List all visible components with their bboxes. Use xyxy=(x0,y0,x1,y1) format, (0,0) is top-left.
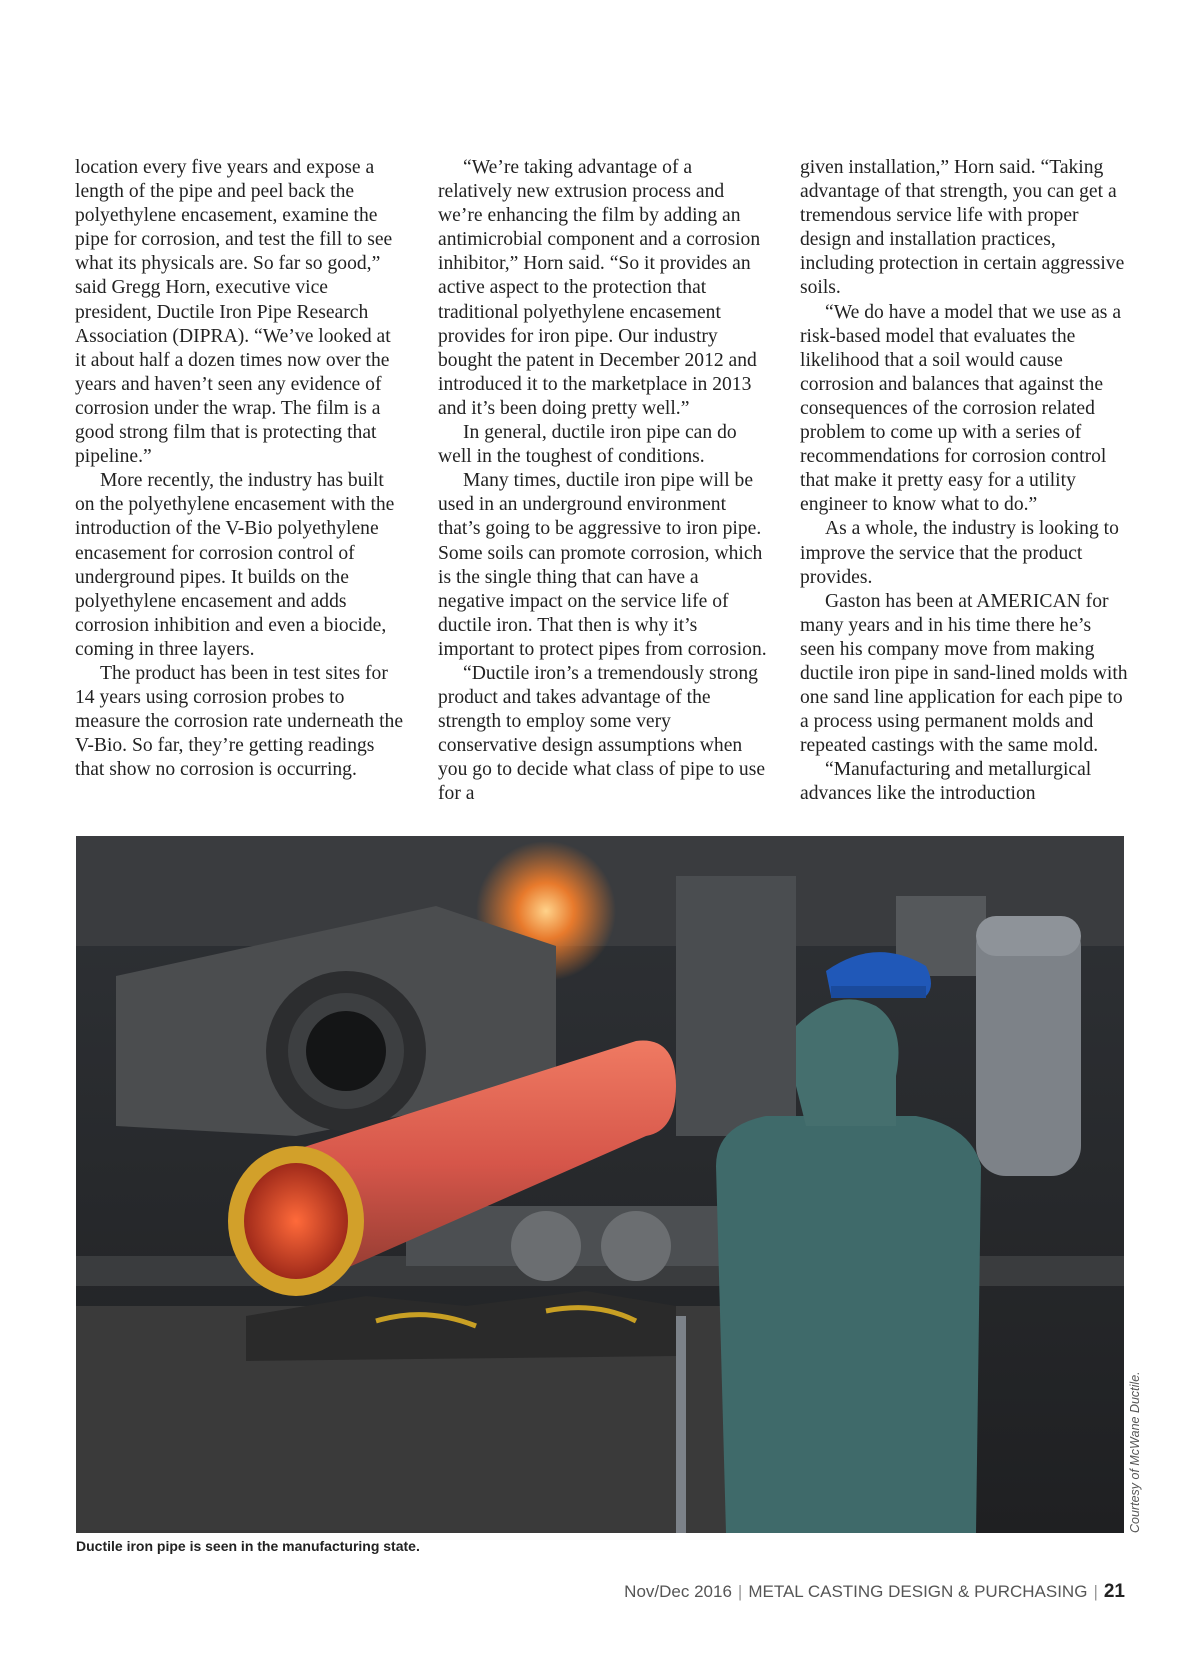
publication-name: METAL CASTING DESIGN & PURCHASING xyxy=(748,1582,1088,1601)
foundry-illustration xyxy=(76,836,1124,1533)
paragraph: In general, ductile iron pipe can do well in the toughest of conditions. xyxy=(438,422,737,468)
paragraph: given installation,” Horn said. “Taking advantage of that strength, you can get a tremendous service life with proper design and installation practices, including protection in certain aggressive soils. xyxy=(800,157,1125,299)
paragraph: As a whole, the industry is looking to improve the service that the product provides. xyxy=(800,518,1119,588)
paragraph: “Manufacturing and metallurgical advances like the introduction xyxy=(800,759,1092,805)
article-column-2 xyxy=(438,156,768,807)
footer-separator: | xyxy=(1093,1582,1098,1601)
paragraph: location every five years and expose a length of the pipe and peel back the polyethylene encasement, examine the pipe for corrosion, and test the fill to see what its physicals are. So far so good,” said Gregg Horn, executive vice president, Ductile Iron Pipe Research Association (DIPRA). “We’ve looked at it about half a dozen times now over the years and haven’t seen any evidence of corrosion under the wrap. The film is a good strong film that is protecting that pipeline.” xyxy=(75,157,393,468)
page-footer xyxy=(624,1581,1125,1603)
foundry-photo xyxy=(76,836,1124,1533)
paragraph: More recently, the industry has built on the polyethylene encasement with the introduction of the V-Bio polyethylene encasement for corrosion control of underground pipes. It builds on the polyethylene encasement and adds corrosion inhibition and even a biocide, coming in three layers. xyxy=(75,470,395,660)
article-column-3 xyxy=(800,156,1130,807)
paragraph: Many times, ductile iron pipe will be used in an underground environment that’s going to be aggressive to iron pipe. Some soils can promote corrosion, which is the single thing that can have a negative impact on the service life of ductile iron. That then is why it’s important to protect pipes from corrosion. xyxy=(438,470,767,660)
page-number: 21 xyxy=(1103,1581,1125,1602)
photo-caption: Ductile iron pipe is seen in the manufacturing state. xyxy=(76,1538,420,1554)
paragraph: The product has been in test sites for 14 years using corrosion probes to measure the corrosion rate underneath the V-Bio. So far, they’re getting readings that show no corrosion is occurring. xyxy=(75,662,404,781)
footer-separator: | xyxy=(737,1582,743,1601)
photo-credit: Courtesy of McWane Ductile. xyxy=(1128,1371,1142,1533)
paragraph: “We’re taking advantage of a relatively new extrusion process and we’re enhancing the film by adding an antimicrobial component and a corrosion inhibitor,” Horn said. “So it provides an active aspect to the protection that traditional polyethylene encasement provides for iron pipe. Our industry bought the patent in December 2012 and introduced it to the marketplace in 2013 and it’s been doing pretty well.” xyxy=(438,157,761,419)
paragraph: “Ductile iron’s a tremendously strong product and takes advantage of the strength to employ some very conservative design assumptions when you go to decide what class of pipe to use for a xyxy=(438,662,766,805)
article-column-1 xyxy=(75,156,405,782)
paragraph: Gaston has been at AMERICAN for many years and in his time there he’s seen his company move from making ductile iron pipe in sand-lined molds with one sand line application for each pipe to a process using permanent molds and repeated castings with the same mold. xyxy=(800,590,1128,757)
issue-date: Nov/Dec 2016 xyxy=(624,1582,732,1601)
paragraph: “We do have a model that we use as a risk-based model that evaluates the likelihood that a soil would cause corrosion and balances that against the consequences of the corrosion related problem to come up with a series of recommendations for corrosion control that make it pretty easy for a utility engineer to know what to do.” xyxy=(800,301,1122,516)
